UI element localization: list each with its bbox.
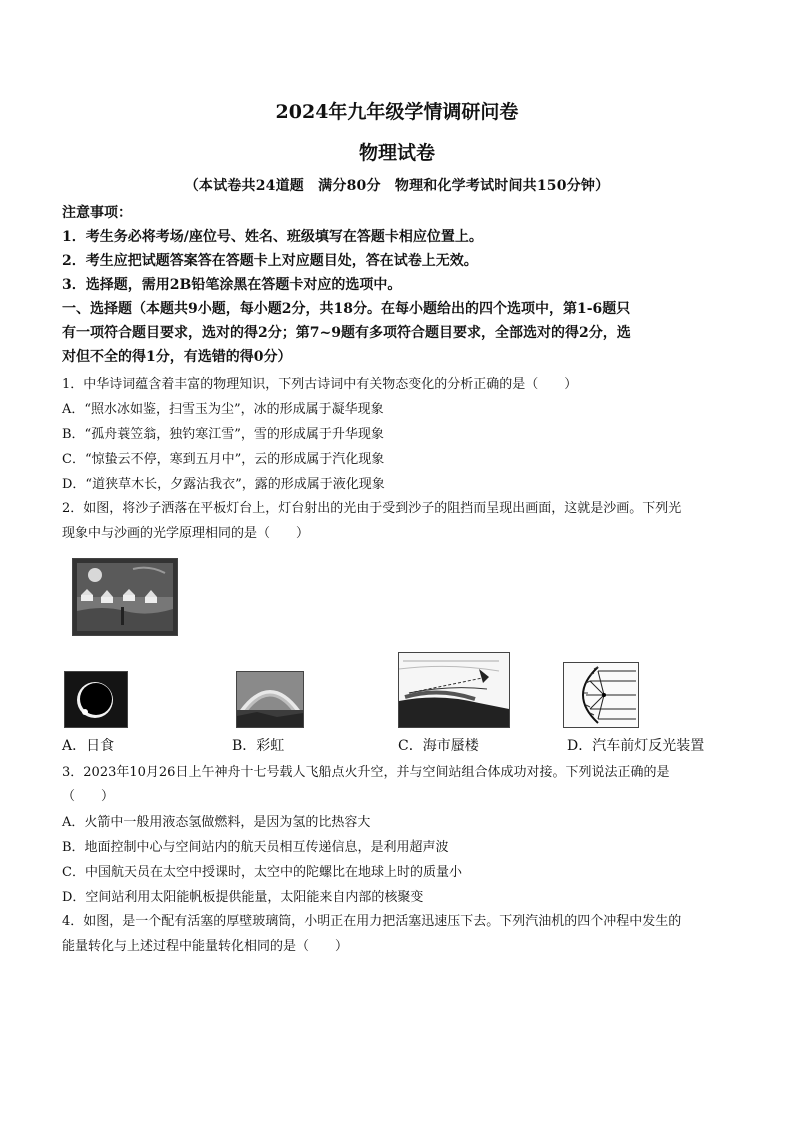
question-3-option-b: B．地面控制中心与空间站内的航天员相互传递信息，是利用超声波 (62, 840, 449, 855)
mirage-diagram (398, 652, 510, 728)
sand-painting-image (72, 558, 178, 636)
notice-heading: 注意事项： (62, 205, 132, 221)
question-1-option-b: B．“孤舟蓑笠翁，独钓寒江雪”，雪的形成属于升华现象 (62, 427, 384, 442)
question-1-option-d: D．“道狭草木长，夕露沾我衣”，露的形成属于液化现象 (62, 477, 385, 492)
question-1-option-c: C．“惊蛰云不停，寒到五月中”，云的形成属于汽化现象 (62, 452, 385, 467)
question-2-stem: 现象中与沙画的光学原理相同的是（ ） (62, 526, 310, 541)
question-4-stem: 4．如图，是一个配有活塞的厚壁玻璃筒，小明正在用力把活塞迅速压下去。下列汽油机的四个冲程中发生的 (62, 914, 682, 929)
notice-item: 2．考生应把试题答案答在答题卡上对应题目处，答在试卷上无效。 (62, 253, 478, 269)
question-3-stem: （ ） (62, 789, 115, 804)
question-2-option-c: C．海市蜃楼 (398, 738, 479, 754)
section-instruction: 对但不全的得1分，有选错的得0分） (62, 349, 292, 365)
question-3-option-d: D．空间站利用太阳能帆板提供能量，太阳能来自内部的核聚变 (62, 890, 424, 905)
question-3-option-a: A．火箭中一般用液态氢做燃料，是因为氢的比热容大 (62, 815, 371, 830)
question-3-option-c: C．中国航天员在太空中授课时，太空中的陀螺比在地球上时的质量小 (62, 865, 462, 880)
exam-info: （本试卷共24道题 满分80分 物理和化学考试时间共150分钟） (184, 178, 610, 194)
question-1-option-a: A．“照水冰如鉴，扫雪玉为尘”，冰的形成属于凝华现象 (62, 402, 384, 417)
question-2-option-b: B．彩虹 (232, 738, 285, 754)
exam-subject: 物理试卷 (358, 142, 435, 164)
exam-title: 2024年九年级学情调研问卷 (275, 101, 519, 123)
solar-eclipse-image (64, 671, 128, 728)
question-2-stem: 2．如图，将沙子洒落在平板灯台上，灯台射出的光由于受到沙子的阻挡而呈现出画面，这就是沙画。下列光 (62, 501, 682, 516)
notice-item: 3．选择题，需用2B铅笔涂黑在答题卡对应的选项中。 (62, 277, 402, 293)
question-4-stem: 能量转化与上述过程中能量转化相同的是（ ） (62, 939, 349, 954)
section-instruction: 一、选择题（本题共9小题，每小题2分，共18分。在每小题给出的四个选项中，第1-6题只 (62, 301, 631, 317)
question-2-option-d: D．汽车前灯反光装置 (567, 738, 705, 754)
rainbow-image (236, 671, 304, 728)
question-3-stem: 3．2023年10月26日上午神舟十七号载人飞船点火升空，并与空间站组合体成功对接。下列说法正确的是 (62, 765, 670, 780)
section-instruction: 有一项符合题目要求，选对的得2分；第7~9题有多项符合题目要求，全部选对的得2分，选 (62, 325, 631, 341)
question-2-option-a: A．日食 (62, 738, 115, 754)
notice-item: 1．考生务必将考场/座位号、姓名、班级填写在答题卡相应位置上。 (62, 229, 483, 245)
headlight-reflector-diagram (563, 662, 639, 728)
question-1-stem: 1．中华诗词蕴含着丰富的物理知识，下列古诗词中有关物态变化的分析正确的是（ ） (62, 377, 578, 392)
